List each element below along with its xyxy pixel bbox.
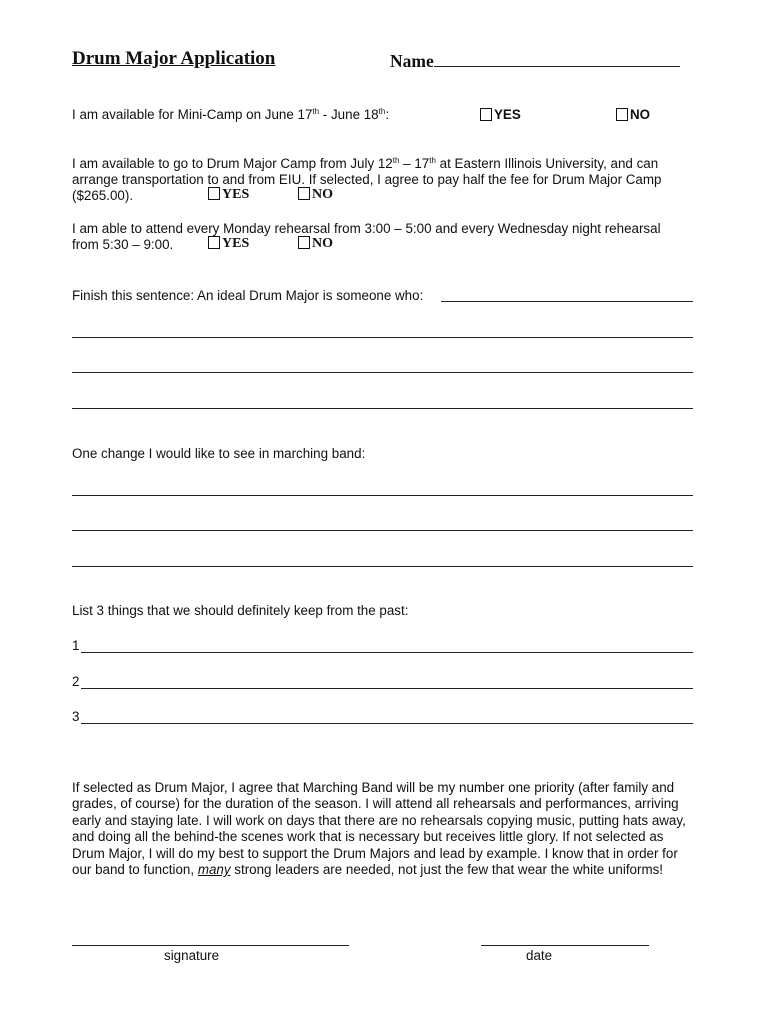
date-label: date bbox=[526, 948, 553, 963]
camp-yes-option[interactable]: YES bbox=[208, 187, 249, 203]
emphasis-word: many bbox=[197, 862, 231, 878]
camp-question-line2: arrange transportation to and from EIU. If selected, I agree to pay half the fee for Drum Major Camp bbox=[72, 172, 662, 187]
ideal-drum-major-field[interactable] bbox=[441, 301, 693, 302]
minicamp-no-option[interactable]: NO bbox=[616, 107, 650, 122]
camp-question-line1: I am available to go to Drum Major Camp from July 12th – 17th at Eastern Illinois University, and can bbox=[72, 156, 659, 171]
ideal-drum-major-line[interactable] bbox=[72, 337, 693, 338]
checkbox-icon[interactable] bbox=[208, 187, 220, 200]
agreement-paragraph: If selected as Drum Major, I agree that Marching Band will be my number one priority (after family and grades, of course) for the duration of the season. I will attend all rehearsals and performances, arriving early and staying late. I will work on days that there are no rehearsals copying music, putting hats away, and doing all the behind-the scenes work that is necessary but receives little glory. If not selected as Drum Major, I will do my best to support the Drum Majors and lead by example. I know that in order for our band to function, many strong leaders are needed, not just the few that wear the white uniforms! bbox=[72, 780, 686, 878]
change-prompt: One change I would like to see in marching band: bbox=[72, 446, 366, 461]
rehearsal-yes-option[interactable]: YES bbox=[208, 236, 249, 252]
rehearsal-question-line2: from 5:30 – 9:00. bbox=[72, 237, 174, 252]
change-line[interactable] bbox=[72, 566, 693, 567]
keep-item-line[interactable] bbox=[81, 723, 693, 724]
checkbox-icon[interactable] bbox=[298, 187, 310, 200]
signature-line[interactable] bbox=[72, 945, 349, 946]
change-line[interactable] bbox=[72, 495, 693, 496]
ideal-drum-major-prompt: Finish this sentence: An ideal Drum Major is someone who: bbox=[72, 288, 424, 303]
name-label: Name bbox=[390, 51, 434, 71]
ideal-drum-major-line[interactable] bbox=[72, 408, 693, 409]
rehearsal-no-option[interactable]: NO bbox=[298, 236, 333, 252]
keep-item-line[interactable] bbox=[81, 688, 693, 689]
page-title: Drum Major Application bbox=[72, 48, 276, 69]
keep-item-line[interactable] bbox=[81, 652, 693, 653]
minicamp-question: I am available for Mini-Camp on June 17th - June 18th: bbox=[72, 107, 390, 122]
change-line[interactable] bbox=[72, 530, 693, 531]
camp-no-option[interactable]: NO bbox=[298, 187, 333, 203]
checkbox-icon[interactable] bbox=[208, 236, 220, 249]
checkbox-icon[interactable] bbox=[480, 108, 492, 121]
checkbox-icon[interactable] bbox=[616, 108, 628, 121]
name-field[interactable] bbox=[434, 66, 680, 67]
checkbox-icon[interactable] bbox=[298, 236, 310, 249]
signature-label: signature bbox=[164, 948, 220, 963]
keep-prompt: List 3 things that we should definitely keep from the past: bbox=[72, 603, 409, 618]
minicamp-yes-option[interactable]: YES bbox=[480, 107, 521, 122]
date-line[interactable] bbox=[481, 945, 649, 946]
ideal-drum-major-line[interactable] bbox=[72, 372, 693, 373]
keep-item-number: 1 bbox=[72, 638, 80, 653]
keep-item-number: 2 bbox=[72, 674, 80, 689]
keep-item-number: 3 bbox=[72, 709, 80, 724]
camp-question-line3: ($265.00). bbox=[72, 188, 134, 203]
rehearsal-question-line1: I am able to attend every Monday rehearsal from 3:00 – 5:00 and every Wednesday night rehearsal bbox=[72, 221, 661, 236]
